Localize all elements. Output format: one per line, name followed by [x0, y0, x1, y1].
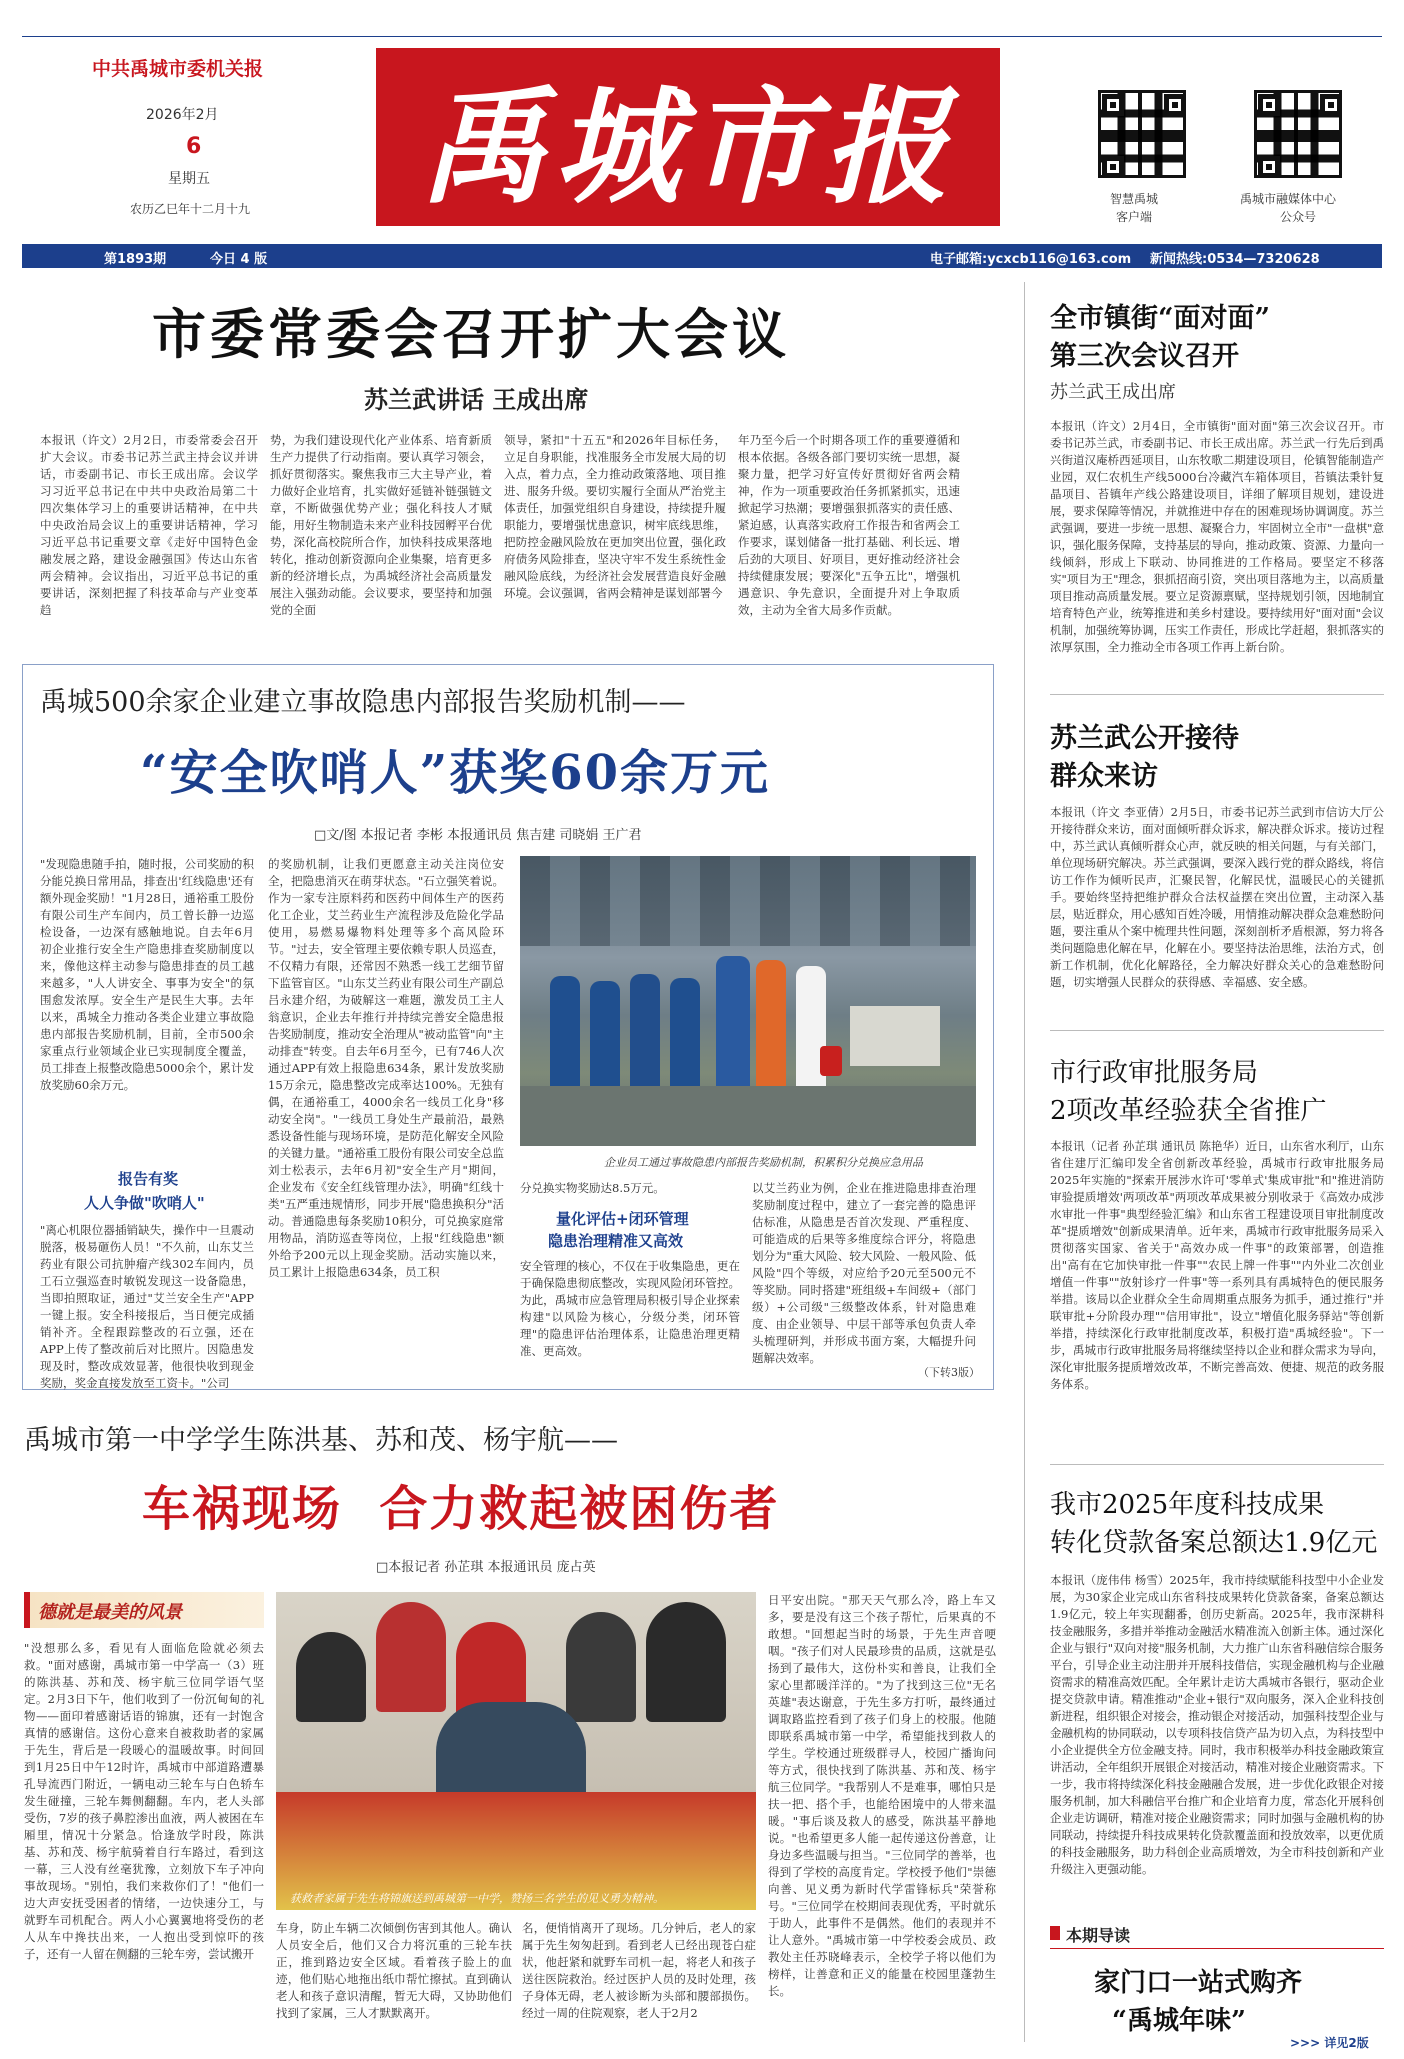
guide-label-marker [1050, 1926, 1060, 1940]
side3-headline-2: 2项改革经验获全省推广 [1050, 1096, 1327, 1126]
page-count: 今日 4 版 [210, 252, 268, 267]
lunar-date: 农历乙巳年十二月十九 [130, 202, 251, 216]
whistle-sub1-b: 人人争做"吹哨人" [84, 1194, 205, 1212]
whistle-kicker: 禹城500余家企业建立事故隐患内部报告奖励机制—— [40, 687, 686, 718]
sidebar-divider [1024, 282, 1025, 2042]
qr1-label-1: 智慧禹城 [1110, 192, 1159, 206]
whistle-col-3: 分兑换实物奖励达8.5万元。 [520, 1181, 665, 1195]
guide-line-2[interactable]: “禹城年味” [1112, 2006, 1246, 2036]
weekday: 星期五 [168, 171, 210, 187]
side1-body: 本报讯（许文）2月4日，全市镇街"面对面"第三次会议召开。市委书记苏兰武，市委副书记、市长王成出席。苏兰武一行先后到禹兴街道汉庵桥西延项目，山东牧歌二期建设项目，伦镇智能制造产业园，双仁农机生产线5000台冷藏汽车箱体项目，苔镇法秉针复晶项目、苔镇年产线公路建设项目，详细了解项目规划，建设进展，要求保障等情况，并就推进中存在的困难现场协调调度。苏兰武强调，要进一步统一思想、凝聚合力，牢固树立全市"一盘棋"意识，强化服务保障，支持基层的导向，推动政策、资源、力量向一线倾斜，形成上下联动、协同推进的工作格局。要坚定不移落实"项目为王"理念，狠抓招商引资，突出项目落地为主，以高质量项目推动高质量发展。要立足资源禀赋，坚持规划引领，因地制宜培育特色产业，统筹推进和美乡村建设。要持续用好"面对面"会议机制，加强统筹协调，压实工作责任，形成比学赶超，狠抓落实的浓厚氛围，全力推动全市各项工作再上新台阶。 [1050, 419, 1384, 654]
side-rule-1 [1050, 694, 1384, 695]
factory-photo [520, 856, 976, 1146]
date-line: 2026年2月 [146, 107, 219, 123]
side3-headline-1: 市行政审批服务局 [1050, 1058, 1259, 1088]
side4-headline-2: 转化贷款备案总额达1.9亿元 [1050, 1528, 1378, 1558]
email: 电子邮箱:ycxcb116@163.com [930, 252, 1132, 267]
rescue-photo [276, 1592, 756, 1910]
qr-code-wechat [1254, 90, 1348, 184]
rescue-kicker: 禹城市第一中学学生陈洪基、苏和茂、杨宇航—— [24, 1425, 618, 1456]
lead-col-3: 领导，紧扣"十五五"和2026年目标任务，立足自身职能，找准服务全市发展大局的切入点，着力点，全力推动政策落地、项目推进、服务升级。要切实履行全面从严治党主体责任，加强党组织自身建设，持续提升履职能力，要增强忧患意识，树牢底线思维，把防控金融风险放在更加突出位置，强化政府债务风险排查，坚决守牢不发生系统性金融风险底线，为经济社会发展营造良好金融环境。会议强调，省两会精神是谋划部署今 [504, 433, 726, 600]
rescue-col-1: "没想那么多，看见有人面临危险就必须去救。"面对感谢，禹城市第一中学高一（3）班的陈洪基、苏和茂、杨宇航三位同学语气坚定。2月3日下午，他们收到了一份沉甸甸的礼物——面印着感谢话语的锦旗，还有一封饱含真情的感谢信。这份心意来自被救助者的家属于先生，背后是一段暖心的温暖故事。时间回到1月25日中午12时许，禹城市中部道路遭暴孔导流西门附近，一辆电动三轮车与白色轿车发生碰撞，三轮车舞侧翻翻。车内，老人头部受伤，7岁的孩子鼻腔渗出血液，两人被困在车厢里，情况十分紧急。恰逢放学时段，陈洪基、苏和茂、杨宇航骑着自行车路过，看到这一幕，三人没有丝毫犹豫，立刻放下车子冲向事故现场。"别怕，我们来救你们了！"他们一边大声安抚受困者的情绪，一边快速分工，与就野车司机配合。两人小心翼翼地将受伤的老人从车中搀扶出来，一人抱出受到惊吓的孩子，还有一人留在侧翻的三轮车旁，尝试搬开 [24, 1641, 264, 1961]
side4-body: 本报讯（庞伟伟 杨雪）2025年，我市持续赋能科技型中小企业发展，为30家企业完成山东省科技成果转化贷款备案，备案总额达1.9亿元，较上年实现翻番，创历史新高。2025年，我市深耕科技金融服务，多措并举推动金融活水精准流入创新主体。通过深化企业与银行"双向对接"服务机制，大力推广山东省科融信综合服务平台，引导企业主动注册并开展科技借信，实现金融机构与企业融资需求的精准高效匹配。全年累计走访大禹城市各银行，驱动企业提交贷款申请。精准推动"企业+银行"双向服务，深入企业科技创新进程，组织银企对接会，推动银企对接活动，加强科技型企业与金融机构的协同联动，以专项科技信贷产品为切入点，为科技型中小企业提供全方位金融支持。同时，我市积极举办科技金融政策宣讲活动，全年组织开展银企对接活动，精准对接企业融资需求。下一步，我市将持续深化科技金融融合发展，进一步优化政银企对接服务机制，加大科融信平台推广和企业培育力度，常态化开展科创企业走访调研，精准对接企业融资需求；同时加强与金融机构的协同联动，持续提升科技成果转化贷款覆盖面和投放效率，以更优质的科技金融服务，助力科创企业高质增效，为全市科技创新和产业升级注入更强动能。 [1050, 1573, 1384, 1876]
side2-headline-2: 群众来访 [1050, 761, 1158, 792]
factory-photo-caption: 企业员工通过事故隐患内部报告奖励机制，积累积分兑换应急用品 [604, 1156, 923, 1169]
whistle-col-4: 以艾兰药业为例，企业在推进隐患排查治理奖励制度过程中，建立了一套完善的隐患评估标准，从隐患是否首次发现、严重程度、可能造成的后果等多维度综合评分，将隐患划分为"重大风险、较大风险、一般风险、低风险"四个等级，对应给予20元至500元不等奖励。同时搭建"班组级+车间级+（部门级）+公司级"三级整改体系，针对隐患难度、由企业领导、中层干部等承包负责人牵头梳理研判，并形成书面方案，大幅提升问题解决效率。 [752, 1181, 976, 1365]
whistle-col-3b: 安全管理的核心，不仅在于收集隐患，更在于确保隐患彻底整改，实现风险闭环管控。为此，禹城市应急管理局积极引导企业探索构建"以风险为核心，分级分类，闭环管理"的隐患评估治理体系，让隐患治理更精准、更高效。 [520, 1259, 740, 1358]
lead-headline: 市委常委会召开扩大会议 [152, 302, 790, 366]
hotline: 新闻热线:0534—7320628 [1150, 252, 1320, 267]
whistle-headline: “安全吹哨人”获奖60余万元 [140, 745, 771, 801]
whistle-col-1b: "离心机限位器插销缺失，操作中一旦震动脱落，极易砸伤人员！"不久前，山东艾兰药业有限公司抗肿瘤产线302车间内，员工石立强巡查时敏锐发现这一设备隐患，当即拍照取证，通过"艾兰安全生产"APP一键上报。安全科接报后，当日便完成插销补齐。全程跟踪整改的石立强，还在APP上传了整改前后对比照片。因隐患发现及时，整改成效显著，他很快收到现金奖励，奖金直接发放至工资卡。"公司 [40, 1223, 254, 1390]
rescue-col-3: 日平安出院。"那天天气那么冷，路上车又多，要是没有这三个孩子帮忙，后果真的不敢想。"回想起当时的场景，于先生声音哽咽。"孩子们对人民最珍贵的品质，这就是弘扬到了最伟大，这份朴实和善良，让我们全家心里都暖洋洋的。"为了找到这三位"无名英雄"表达谢意，于先生多方打听，最终通过调取路监控看到了孩子们身上的校服。他随即联系禹城市第一中学，希望能找到救人的学生。学校通过班级群寻人，校园广播询问等方式，很快找到了陈洪基、苏和茂、杨宇航三位同学。"我帮别人不是难事，哪怕只是扶一把、搭个手，也能给困境中的人带来温暖。"事后谈及救人的感受，陈洪基平静地说。"也希望更多人能一起传递这份善意，让身边多些温暖与担当。"三位同学的善举，也得到了学校的高度肯定。学校授予他们"崇德向善、见义勇为新时代学雷锋标兵"荣誉称号。"三位同学在校期间表现优秀，平时就乐于助人，此事件不是偶然。他们的表现并不让人意外。"禹城市第一中学校委会成员、政教处主任苏晓峰表示，全校学子将以他们为榜样，让善意和正义的能量在校园里蓬勃生长。 [768, 1593, 996, 1998]
newspaper-title: 禹城市报 [420, 72, 956, 221]
side2-body: 本报讯（许文 李亚倩）2月5日，市委书记苏兰武到市信访大厅公开接待群众来访，面对面倾听群众诉求，解决群众诉求。接访过程中，苏兰武认真倾听群众心声，就反映的相关问题，与有关部门，单位现场研究解决。苏兰武强调，要深入践行党的群众路线，将信访工作作为倾听民声，汇聚民智，化解民忧，温暖民心的关键抓手。要始终坚持把维护群众合法权益摆在突出位置，主动深入基层，贴近群众，用心感知百姓冷暖，用情推动解决群众急难愁盼问题，要注重从个案中梳理共性问题，深刻剖析矛盾根源，努力将各类问题隐患化解在早，化解在小。要坚持法治思维，法治方式，创新工作机制，优化化解路径，全力解决好群众关心的急难愁盼问题，切实增强人民群众的获得感、幸福感、安全感。 [1050, 805, 1384, 989]
masthead-top-rule [22, 36, 1382, 37]
side-rule-3 [1050, 1464, 1384, 1465]
lead-subhead: 苏兰武讲话 王成出席 [364, 385, 589, 414]
rescue-byline: □本报记者 孙芷琪 本报通讯员 庞占英 [376, 1560, 596, 1575]
guide-page-ref[interactable]: >>> 详见2版 [1290, 2036, 1369, 2050]
qr-code-app [1098, 90, 1192, 184]
rescue-photo-caption: 获救者家属于先生将锦旗送到禹城第一中学，赞扬三名学生的见义勇为精神。 [290, 1892, 664, 1905]
issue-number: 第1893期 [104, 252, 167, 267]
lead-col-4: 年乃至今后一个时期各项工作的重要遵循和根本依据。各级各部门要切实统一思想，凝聚力量，把学习好宣传好贯彻好省两会精神，作为一项重要政治任务抓紧抓实，迅速掀起学习热潮；要增强狠抓落实的责任感、紧迫感，认真落实政府工作报告和省两会工作要求，谋划储备一批打基础、利长远、增后劲的大项目、好项目，更好推动经济社会持续健康发展；要深化"五争五比"，增强机遇意识、争先意识，全面提升对上争取质效，主动为全省大局多作贡献。 [738, 433, 960, 617]
date-day: 6 [186, 134, 202, 159]
guide-rule [1050, 1948, 1384, 1949]
whistle-sub2-b: 隐患治理精准又高效 [548, 1232, 684, 1250]
side3-body: 本报讯（记者 孙芷琪 通讯员 陈艳华）近日，山东省水利厅，山东省住建厅汇编印发全省创新改革经验，禹城市行政审批服务局2025年实施的"探索开展涉水许可'零单式'集成审批"和"推进消防审验提质增效'两项改革"两项改革成果被分别收录于《高效办成涉水审批一件事"典型经验汇编》和山东省工程建设项目审批制度改革"提质增效"创新成果清单。近年来，禹城市行政审批服务局采入贯彻落实国家、省关于"高效办成一件事"的政策部署，创造推出"高有在它加快审批一件事""农民上牌一件事""内外业二次创业增值一件事""放射诊疗一件事"等一系列具有禹城特色的便民服务举措。该局以企业群众全生命周期重点服务为抓手，通过推行"并联审批+分阶段办理""信用审批"，设立"增值化服务驿站"等创新举措，持续深化行政审批制度改革，积极打造"禹城经验"。下一步，禹城市行政审批服务局将继续坚持以企业和群众需求为导向，深化审批服务提质增效改革，不断完善高效、便捷、规范的政务服务体系。 [1050, 1139, 1384, 1391]
qr1-label-2: 客户端 [1116, 210, 1153, 224]
masthead-title-block [376, 48, 1000, 226]
rescue-col-2b: 名，便悄悄离开了现场。几分钟后，老人的家属于先生匆匆赶到。看到老人已经出现苍白症状，他赶紧和就野车司机一起，将老人和孩子送往医院救治。经过医护人员的及时处理，孩子身体无碍，老人被诊断为头部和腰部损伤。经过一周的住院观察，老人于2月2 [522, 1921, 756, 2020]
lead-col-1: 本报讯（许文）2月2日，市委常委会召开扩大会议。市委书记苏兰武主持会议并讲话，市委副书记、市长王成出席。会议学习习近平总书记在中共中央政治局第二十四次集体学习上的重要讲话精神，在中共中央政治局会议上的重要讲话精神，学习习近平总书记重要文章《走好中国特色金融发展之路，建设金融强国》传达山东省两会精神。会议指出，习近平总书记的重要讲话，深刻把握了科技革命与产业变革趋 [40, 433, 258, 617]
whistle-col-2: 的奖励机制，让我们更愿意主动关注岗位安全，把隐患消灭在萌芽状态。"石立强笑着说。作为一家专注原料药和医药中间体生产的医药化工企业，艾兰药业生产流程涉及危险化学品使用，易燃易爆物料处理等多个高风险环节。"过去，安全管理主要依赖专职人员巡查，不仅精力有限，还常因不熟悉一线工艺细节留下监管盲区。"山东艾兰药业有限公司生产副总吕永建介绍，为破解这一难题，激发员工主人翁意识，企业去年推行并持续完善安全隐患报告奖励制度，推动安全治理从"被动监管"向"主动排查"转变。自去年6月至今，已有746人次通过APP有效上报隐患634条，累计发放奖励15万余元，隐患整改完成率达100%。无独有偶，在通裕重工，4000余名一线员工化身"移动安全岗"。"一线员工身处生产最前沿，最熟悉设备性能与现场环境，是防范化解安全风险的关键力量。"通裕重工股份有限公司安全总监刘士松表示，去年6月初"安全生产月"期间，企业发布《安全红线管理办法》，明确"红线十类"五严重违规情形，同步开展"隐患换积分"活动。普通隐患每条奖励10积分，可兑换家庭常用物品，消防巡查等岗位，上报"红线隐患"额外给予200元以上现金奖励。活动实施以来，员工累计上报隐患634条，员工积 [268, 857, 504, 1279]
side1-headline-2: 第三次会议召开 [1050, 341, 1239, 372]
side1-subhead: 苏兰武王成出席 [1050, 382, 1176, 403]
side2-headline-1: 苏兰武公开接待 [1050, 723, 1239, 754]
party-organ-label: 中共禹城市委机关报 [92, 58, 264, 80]
rescue-col-2: 车身，防止车辆二次倾倒伤害到其他人。确认人员安全后，他们又合力将沉重的三轮车扶正，推到路边安全区域。看着孩子脸上的血迹，他们贴心地拖出纸巾帮忙擦拭。直到确认老人和孩子意识清醒，暂无大碍，又协助他们找到了家属，三人才默默离开。 [276, 1921, 512, 2020]
side1-headline-1: 全市镇街“面对面” [1050, 303, 1271, 334]
guide-line-1[interactable]: 家门口一站式购齐 [1094, 1968, 1303, 1998]
column-tag: 德就是最美的风景 [38, 1602, 182, 1623]
side-rule-2 [1050, 1030, 1384, 1031]
whistle-col-1: "发现隐患随手拍，随时报，公司奖励的积分能兑换日常用品，排查出'红线隐患'还有额外现金奖励！"1月28日，通裕重工股份有限公司生产车间内，员工曾长静一边巡检设备，一边深有感触地说。自去年6月初企业推行安全生产隐患排查奖励制度以来，像他这样主动参与隐患排查的员工越来越多，"人人讲安全、事事为安全"的氛围愈发浓厚。安全生产是民生大事。去年以来，禹城全力推动各类企业建立事故隐患内部报告奖励机制，目前，全市500余家重点行业领域企业已实现制度全覆盖，员工排查上报整改隐患5000余个，累计发放奖励60余万元。 [40, 857, 254, 1092]
qr2-label-1: 禹城市融媒体中心 [1240, 192, 1337, 206]
whistle-sub2-a: 量化评估+闭环管理 [556, 1210, 689, 1228]
whistle-sub1-a: 报告有奖 [118, 1170, 179, 1188]
guide-label: 本期导读 [1066, 1926, 1131, 1945]
rescue-headline: 车祸现场 合力救起被困伤者 [142, 1481, 780, 1537]
qr2-label-2: 公众号 [1280, 210, 1317, 224]
whistle-byline: □文/图 本报记者 李彬 本报通讯员 焦吉建 司晓娟 王广君 [314, 828, 642, 843]
side4-headline-1: 我市2025年度科技成果 [1050, 1490, 1325, 1520]
whistle-continued: （下转3版） [918, 1366, 980, 1379]
lead-col-2: 势，为我们建设现代化产业体系、培育新质生产力提供了行动指南。要认真学习领会，抓好贯彻落实。聚焦我市三大主导产业，着力做好企业培育，扎实做好延链补链强链文章，不断做强优势产业；强化科技人才赋能，用好生物制造未来产业科技园孵平台优势，深化高校院所合作，加快科技成果落地转化，推动创新资源向企业集聚，培育更多新的经济增长点，为禹城经济社会高质量发展注入强劲动能。会议要求，要坚持和加强党的全面 [270, 433, 492, 617]
